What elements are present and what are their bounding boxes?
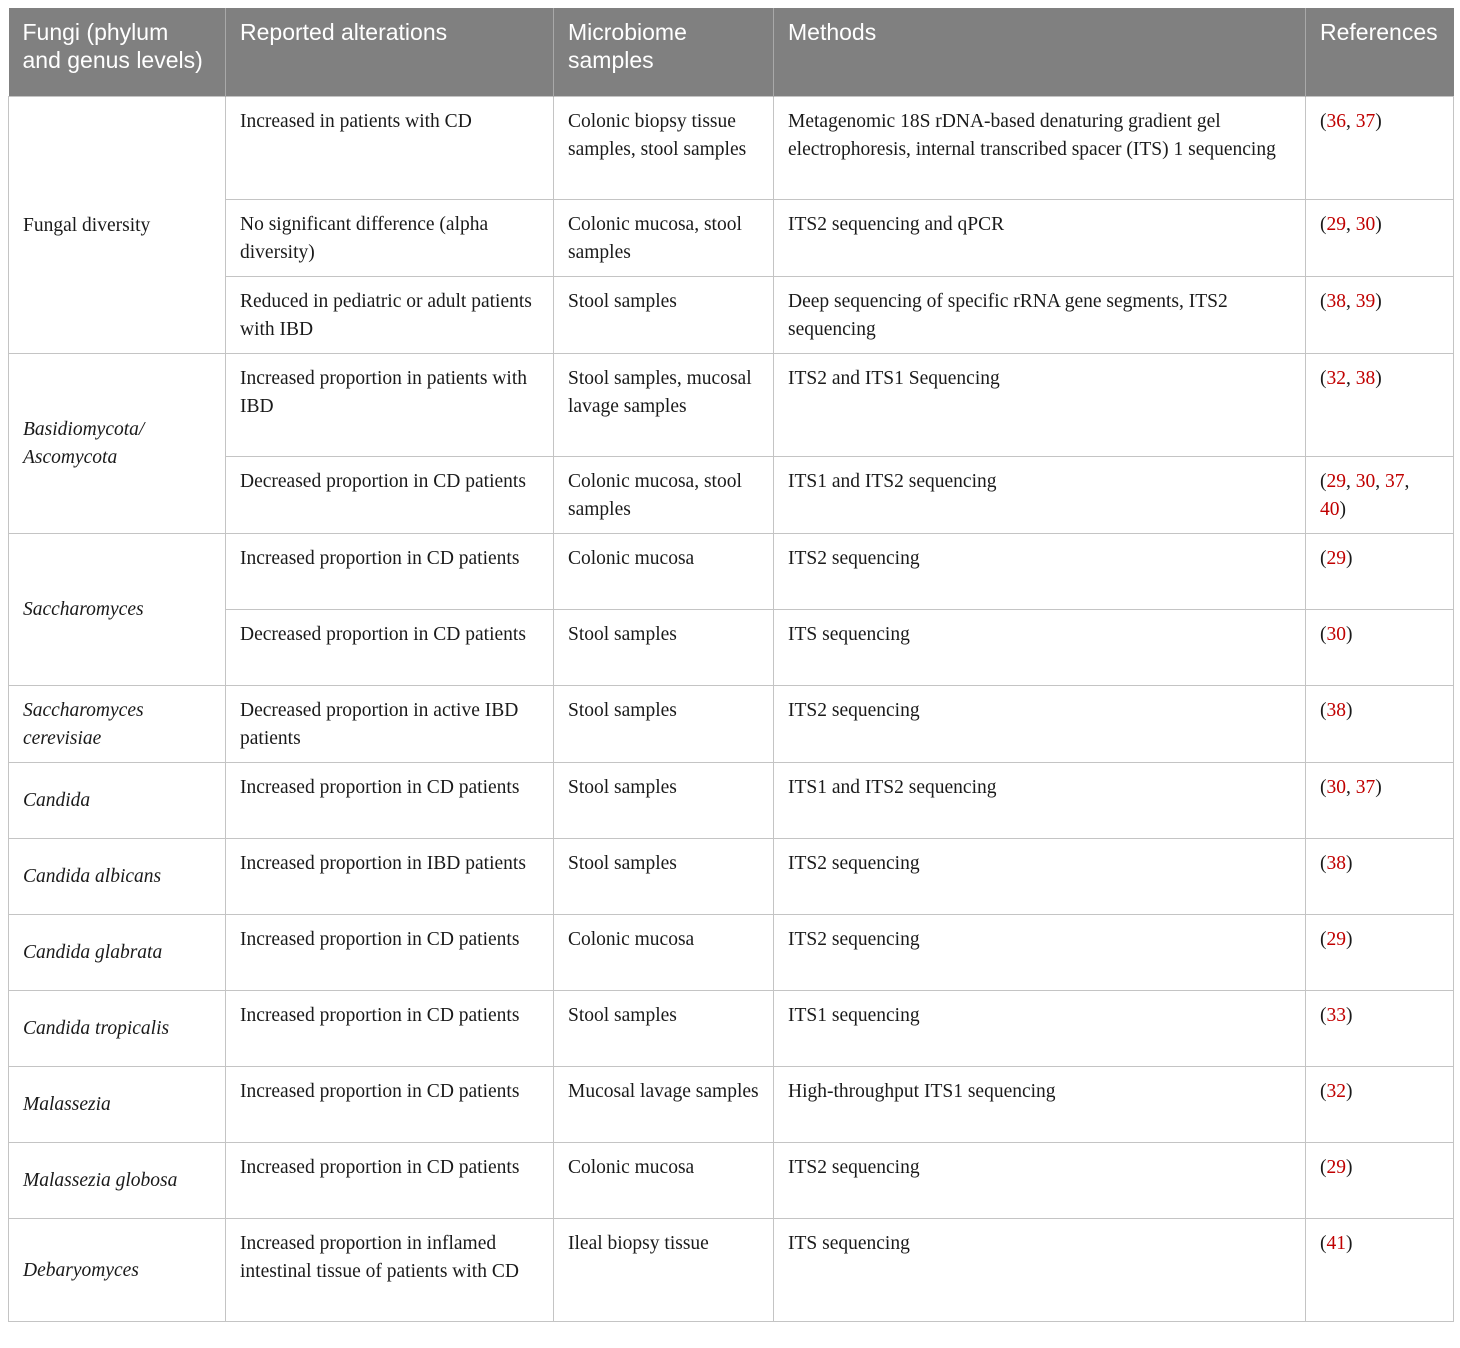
fungus-name: Candida tropicalis: [9, 990, 226, 1066]
reference-link[interactable]: 30: [1326, 776, 1346, 798]
table-row: [9, 762, 1454, 838]
table-row: [9, 1142, 1454, 1218]
fungus-name: Candida albicans: [9, 838, 226, 914]
samples-cell: Stool samples: [554, 762, 774, 838]
reference-link[interactable]: 32: [1326, 367, 1346, 389]
samples-cell: Colonic mucosa, stool samples: [554, 456, 774, 533]
fungus-name: Saccharomyces cerevisiae: [9, 685, 226, 762]
table-row: [9, 456, 1454, 533]
alteration-cell: Increased proportion in CD patients: [226, 990, 554, 1066]
fungus-name: Candida: [9, 762, 226, 838]
table-row: [9, 838, 1454, 914]
methods-cell: ITS2 sequencing and qPCR: [774, 199, 1306, 276]
fungus-name: Fungal diversity: [9, 96, 226, 353]
reference-link[interactable]: 29: [1326, 547, 1346, 569]
references-cell: (29): [1306, 533, 1454, 609]
samples-cell: Mucosal lavage samples: [554, 1066, 774, 1142]
alteration-cell: Increased in patients with CD: [226, 96, 554, 199]
references-cell: (29, 30, 37, 40): [1306, 456, 1454, 533]
references-cell: (33): [1306, 990, 1454, 1066]
references-cell: (29, 30): [1306, 199, 1454, 276]
alteration-cell: Increased proportion in CD patients: [226, 1066, 554, 1142]
reference-link[interactable]: 37: [1355, 776, 1376, 798]
samples-cell: Stool samples: [554, 276, 774, 353]
table-row: [9, 914, 1454, 990]
header-methods: Methods: [774, 8, 1306, 96]
table-row: [9, 685, 1454, 762]
references-cell: (36, 37): [1306, 96, 1454, 199]
alteration-cell: Increased proportion in IBD patients: [226, 838, 554, 914]
table-row: [9, 96, 1454, 199]
methods-cell: Metagenomic 18S rDNA-based denaturing gradient gel electrophoresis, internal transcribed spacer (ITS) 1 sequencing: [774, 96, 1306, 199]
methods-cell: ITS2 sequencing: [774, 1142, 1306, 1218]
alteration-cell: Increased proportion in CD patients: [226, 914, 554, 990]
fungi-ibd-table: [8, 8, 1454, 1322]
fungus-name: Malassezia: [9, 1066, 226, 1142]
alteration-cell: Decreased proportion in CD patients: [226, 456, 554, 533]
methods-cell: ITS2 sequencing: [774, 914, 1306, 990]
reference-link[interactable]: 38: [1355, 367, 1376, 389]
reference-link[interactable]: 37: [1385, 470, 1405, 492]
samples-cell: Stool samples: [554, 838, 774, 914]
samples-cell: Ileal biopsy tissue: [554, 1218, 774, 1321]
samples-cell: Colonic mucosa: [554, 1142, 774, 1218]
header-fungi: Fungi (phylum and genus levels): [9, 8, 226, 96]
fungus-name: Candida glabrata: [9, 914, 226, 990]
reference-link[interactable]: 39: [1355, 290, 1376, 312]
table-row: [9, 1066, 1454, 1142]
alteration-cell: Increased proportion in patients with IBD: [226, 353, 554, 456]
samples-cell: Colonic biopsy tissue samples, stool samples: [554, 96, 774, 199]
table-row: [9, 609, 1454, 685]
table-row: [9, 353, 1454, 456]
methods-cell: ITS1 and ITS2 sequencing: [774, 762, 1306, 838]
reference-link[interactable]: 29: [1326, 928, 1346, 950]
alteration-cell: No significant difference (alpha diversity): [226, 199, 554, 276]
alteration-cell: Decreased proportion in active IBD patients: [226, 685, 554, 762]
methods-cell: ITS2 sequencing: [774, 533, 1306, 609]
references-cell: (38): [1306, 838, 1454, 914]
reference-link[interactable]: 40: [1320, 498, 1340, 520]
references-cell: (41): [1306, 1218, 1454, 1321]
references-cell: (30): [1306, 609, 1454, 685]
references-cell: (29): [1306, 914, 1454, 990]
header-samples: Microbiome samples: [554, 8, 774, 96]
reference-link[interactable]: 37: [1355, 110, 1376, 132]
reference-link[interactable]: 32: [1326, 1080, 1346, 1102]
reference-link[interactable]: 30: [1355, 470, 1376, 492]
alteration-cell: Increased proportion in CD patients: [226, 1142, 554, 1218]
table-row: [9, 276, 1454, 353]
header-row: [9, 8, 1454, 96]
fungus-name: Debaryomyces: [9, 1218, 226, 1321]
samples-cell: Stool samples, mucosal lavage samples: [554, 353, 774, 456]
table-row: [9, 533, 1454, 609]
methods-cell: ITS sequencing: [774, 1218, 1306, 1321]
references-cell: (29): [1306, 1142, 1454, 1218]
samples-cell: Stool samples: [554, 685, 774, 762]
reference-link[interactable]: 38: [1326, 852, 1346, 874]
reference-link[interactable]: 30: [1326, 623, 1346, 645]
samples-cell: Stool samples: [554, 609, 774, 685]
header-alterations: Reported alterations: [226, 8, 554, 96]
reference-link[interactable]: 29: [1326, 1156, 1346, 1178]
references-cell: (32): [1306, 1066, 1454, 1142]
fungus-name: Saccharomyces: [9, 533, 226, 685]
reference-link[interactable]: 38: [1326, 290, 1346, 312]
methods-cell: ITS2 and ITS1 Sequencing: [774, 353, 1306, 456]
fungus-name: Basidiomycota/ Ascomycota: [9, 353, 226, 533]
methods-cell: Deep sequencing of specific rRNA gene segments, ITS2 sequencing: [774, 276, 1306, 353]
header-references: References: [1306, 8, 1454, 96]
reference-link[interactable]: 29: [1326, 213, 1346, 235]
methods-cell: High-throughput ITS1 sequencing: [774, 1066, 1306, 1142]
samples-cell: Stool samples: [554, 990, 774, 1066]
alteration-cell: Increased proportion in CD patients: [226, 762, 554, 838]
methods-cell: ITS sequencing: [774, 609, 1306, 685]
samples-cell: Colonic mucosa: [554, 914, 774, 990]
methods-cell: ITS2 sequencing: [774, 685, 1306, 762]
fungus-name: Malassezia globosa: [9, 1142, 226, 1218]
reference-link[interactable]: 29: [1326, 470, 1346, 492]
references-cell: (38, 39): [1306, 276, 1454, 353]
reference-link[interactable]: 41: [1326, 1232, 1346, 1254]
reference-link[interactable]: 38: [1326, 699, 1346, 721]
references-cell: (32, 38): [1306, 353, 1454, 456]
references-cell: (30, 37): [1306, 762, 1454, 838]
methods-cell: ITS1 and ITS2 sequencing: [774, 456, 1306, 533]
methods-cell: ITS2 sequencing: [774, 838, 1306, 914]
alteration-cell: Reduced in pediatric or adult patients with IBD: [226, 276, 554, 353]
table-body: [9, 96, 1454, 1321]
alteration-cell: Increased proportion in inflamed intestinal tissue of patients with CD: [226, 1218, 554, 1321]
alteration-cell: Decreased proportion in CD patients: [226, 609, 554, 685]
table-row: [9, 990, 1454, 1066]
methods-cell: ITS1 sequencing: [774, 990, 1306, 1066]
table-row: [9, 199, 1454, 276]
samples-cell: Colonic mucosa: [554, 533, 774, 609]
reference-link[interactable]: 33: [1326, 1004, 1346, 1026]
reference-link[interactable]: 30: [1355, 213, 1376, 235]
samples-cell: Colonic mucosa, stool samples: [554, 199, 774, 276]
reference-link[interactable]: 36: [1326, 110, 1346, 132]
references-cell: (38): [1306, 685, 1454, 762]
table-row: [9, 1218, 1454, 1321]
alteration-cell: Increased proportion in CD patients: [226, 533, 554, 609]
